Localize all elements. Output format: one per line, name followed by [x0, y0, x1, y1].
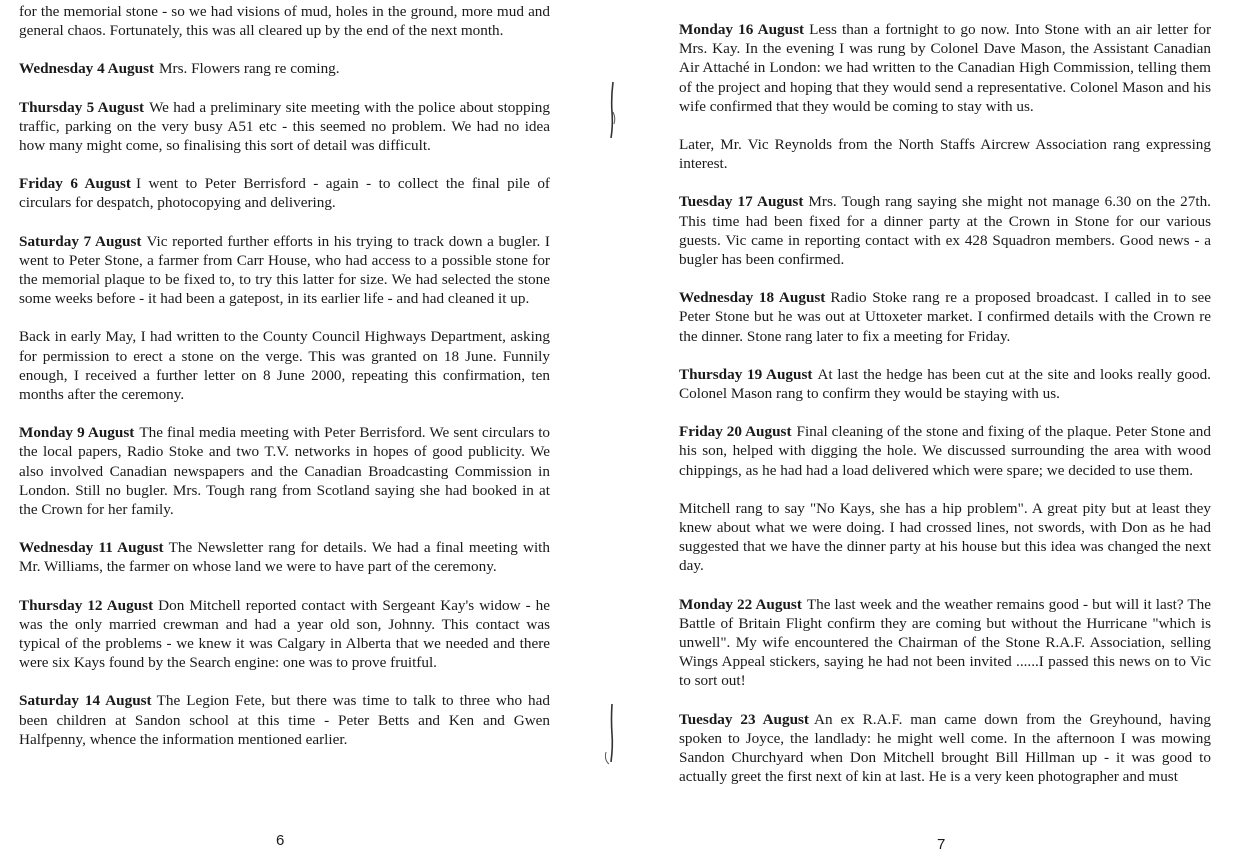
diary-entry	[679, 135, 1211, 173]
entry-date: Wednesday 4 August	[19, 60, 155, 78]
diary-entry	[679, 710, 1211, 787]
page-number: 6	[276, 832, 285, 849]
right-page-text	[679, 20, 1211, 806]
entry-text: The Legion Fete, but there was time to talk to three who had been children at Sandon school at this time - Peter Betts and Ken and Gwen Halfpenny, whence the information mentioned earlier.	[19, 692, 550, 748]
diary-entry	[19, 327, 550, 404]
diary-entry	[19, 98, 550, 156]
entry-text: Back in early May, I had written to the County Council Highways Department, asking for permission to erect a stone on the verge. This was granted on 18 June. Funnily enough, I received a further letter on 8 June 2000, repeating this confirmation, ten months after the ceremony.	[19, 328, 550, 404]
entry-date: Thursday 5 August	[19, 98, 145, 116]
entry-date: Friday 6 August	[19, 175, 131, 193]
entry-date: Wednesday 11 August	[19, 539, 164, 557]
diary-entry	[679, 365, 1211, 403]
entry-text: The Newsletter rang for details. We had a final meeting with Mr. Williams, the farmer on whose land we were to have part of the ceremony.	[19, 539, 550, 576]
entry-text: I went to Peter Berrisford - again - to collect the final pile of circulars for despatch, photocopying and delivering.	[19, 175, 550, 212]
diary-entry	[679, 288, 1211, 346]
entry-date: Thursday 12 August	[19, 596, 154, 614]
entry-text: Less than a fortnight to go now. Into Stone with an air letter for Mrs. Kay. In the evening I was rung by Colonel Dave Mason, the Assistant Canadian Air Attaché in London: we had written to the Canadian High Commission, telling them of the project and hoping that they would send a representative. Colonel Mason and his wife confirmed that they would be coming to stay with us.	[679, 21, 1211, 115]
entry-text: Radio Stoke rang re a proposed broadcast. I called in to see Peter Stone but he was out at Uttoxeter market. I confirmed details with the Crown re the dinner. Stone rang later to fix a meeting for Friday.	[679, 289, 1211, 345]
diary-entry	[19, 2, 550, 40]
entry-text: Mitchell rang to say "No Kays, she has a hip problem". A great pity but at least they knew about what we were doing. I had crossed lines, not swords, with Don as he had suggested that we have the dinner party at his house but this idea was changed the next day.	[679, 499, 1211, 575]
left-page-text	[19, 2, 550, 768]
entry-date: Saturday 7 August	[19, 232, 142, 250]
page-number: 7	[937, 836, 946, 853]
entry-text: Final cleaning of the stone and fixing of the plaque. Peter Stone and his son, helped with digging the hole. We discussed surrounding the area with wood chippings, as he had had a load delivered which were spare; we decided to use them.	[679, 423, 1211, 479]
entry-date: Saturday 14 August	[19, 692, 152, 710]
entry-text: At last the hedge has been cut at the site and looks really good. Colonel Mason rang to confirm they would be staying with us.	[679, 365, 1211, 403]
entry-text: Mrs. Flowers rang re coming.	[159, 60, 340, 78]
entry-text: Mrs. Tough rang saying she might not manage 6.30 on the 27th. This time had been fixed for a dinner party at the Crown in Stone for our various guests. Vic came in reporting contact with ex 428 Squadron members. Good news - a bugler has been confirmed.	[679, 193, 1211, 269]
entry-text: Don Mitchell reported contact with Sergeant Kay's widow - he was the only married crewman and had a year old son, Johnny. This contact was typical of the problems - we knew it was Calgary in Alberta that we needed and there were six Kays found by the Search engine: one was to prove fruitful.	[19, 596, 550, 672]
entry-date: Wednesday 18 August	[679, 289, 826, 307]
diary-entry	[679, 595, 1211, 691]
entry-text: Later, Mr. Vic Reynolds from the North Staffs Aircrew Association rang expressing interest.	[679, 136, 1211, 173]
entry-date: Tuesday 23 August	[679, 710, 809, 728]
entry-date: Tuesday 17 August	[679, 193, 804, 211]
diary-entry	[19, 538, 550, 576]
left-page	[0, 0, 600, 864]
entry-date: Monday 22 August	[679, 595, 802, 613]
diary-entry	[19, 174, 550, 212]
entry-text: The last week and the weather remains good - but will it last? The Battle of Britain Flight confirm they are coming but without the Hurricane "which is unwell". My wife encountered the Chairman of the Stone R.A.F. Association, selling Wings Appeal stickers, saying he had not been invited ......I passed this news on to Vic to sort out!	[679, 595, 1211, 690]
binding-mark-top	[606, 78, 620, 142]
diary-entry	[679, 422, 1211, 480]
binding-mark-bottom	[603, 700, 619, 766]
diary-entry	[679, 20, 1211, 116]
entry-date: Thursday 19 August	[679, 365, 813, 383]
entry-date: Friday 20 August	[679, 423, 792, 441]
entry-text: Vic reported further efforts in his trying to track down a bugler. I went to Peter Stone, a farmer from Carr House, who had access to a possible stone for the memorial plaque to be fixed to, to try this latter for size. We had selected the stone some weeks before - it had been a gatepost, in its earlier life - and had cleaned it up.	[19, 232, 550, 308]
diary-entry	[19, 423, 550, 519]
diary-entry	[679, 499, 1211, 576]
diary-entry	[19, 59, 550, 78]
binding-gutter	[600, 0, 630, 864]
diary-entry	[679, 192, 1211, 269]
entry-date: Monday 16 August	[679, 21, 805, 38]
entry-date: Monday 9 August	[19, 424, 135, 442]
diary-entry	[19, 691, 550, 749]
entry-text: for the memorial stone - so we had visions of mud, holes in the ground, more mud and general chaos. Fortunately, this was all cleared up by the end of the next month.	[19, 3, 550, 40]
entry-text: An ex R.A.F. man came down from the Greyhound, having spoken to Joyce, the landlady: he might well come. In the afternoon I was mowing Sandon Churchyard when Don Mitchell brought Bill Hillman up - it was good to actually greet the first next of kin at last. He is a very keen photographer and must	[679, 710, 1211, 786]
entry-text: The final media meeting with Peter Berrisford. We sent circulars to the local papers, Radio Stoke and two T.V. networks in hopes of good publicity. We also involved Canadian newspapers and the Canadian Broadcasting Commission in London. Still no bugler. Mrs. Tough rang from Scotland saying she had booked in at the Crown for her family.	[19, 424, 551, 519]
right-page	[630, 0, 1237, 864]
diary-entry	[19, 596, 550, 673]
diary-entry	[19, 232, 550, 309]
entry-text: We had a preliminary site meeting with the police about stopping traffic, parking on the very busy A51 etc - this seemed no problem. We had no idea how many might come, so finalising this sort of detail was difficult.	[19, 98, 550, 155]
